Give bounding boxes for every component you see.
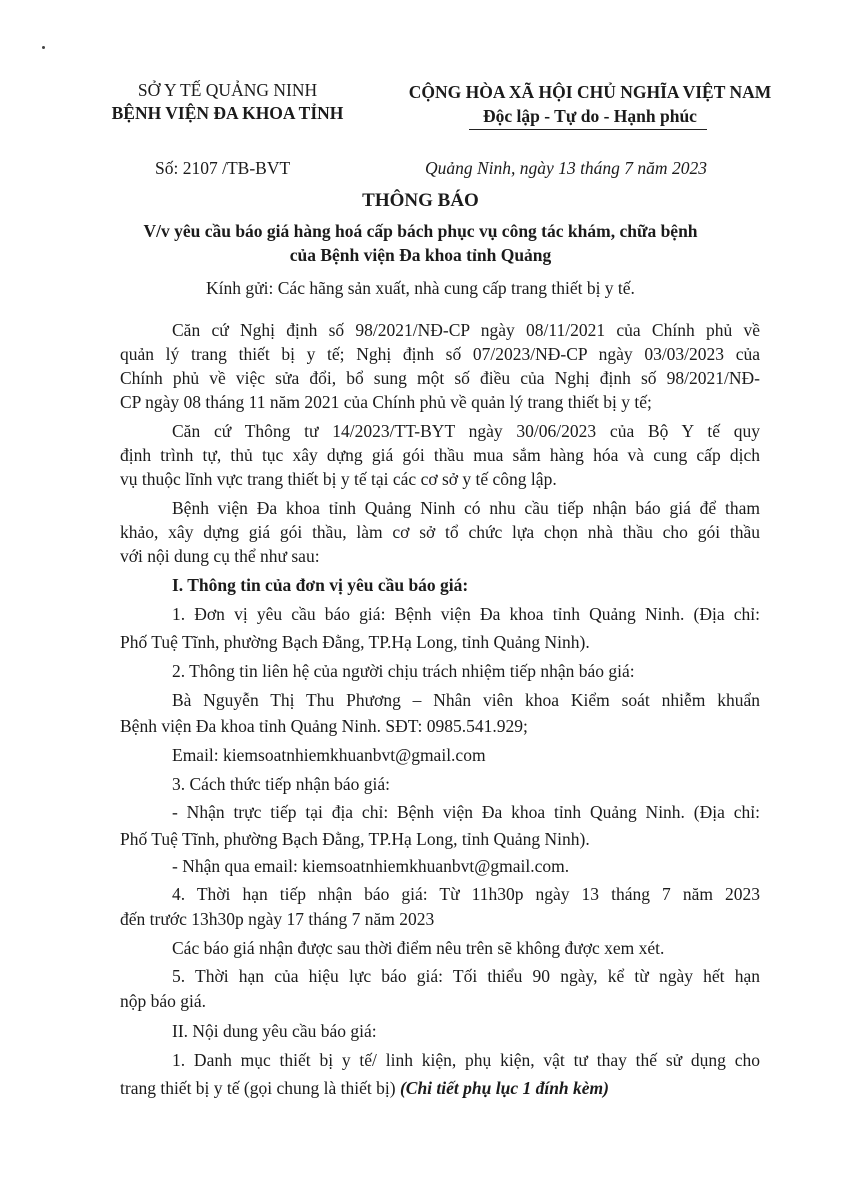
para2-line2: định trình tự, thủ tục xây dựng giá gói thầu mua sắm hàng hóa và cung cấp dịch	[120, 445, 760, 465]
scan-speck	[42, 46, 45, 49]
national-motto: Độc lập - Tự do - Hạnh phúc	[483, 106, 697, 126]
s1-item5-line2: nộp báo giá.	[120, 991, 207, 1011]
recipient-line: Kính gửi: Các hãng sản xuất, nhà cung cấp trang thiết bị y tế.	[206, 278, 635, 298]
s2-item1-line1: 1. Danh mục thiết bị y tế/ linh kiện, phụ kiện, vật tư thay thế sử dụng cho	[172, 1050, 760, 1070]
subject-line-1: V/v yêu cầu báo giá hàng hoá cấp bách phục vụ công tác khám, chữa bệnh	[143, 221, 698, 241]
section-1-heading: I. Thông tin của đơn vị yêu cầu báo giá:	[172, 575, 469, 595]
s1-item3-a-line2: Phố Tuệ Tĩnh, phường Bạch Đằng, TP.Hạ Long, tỉnh Quảng Ninh).	[120, 829, 590, 849]
s1-item3: 3. Cách thức tiếp nhận báo giá:	[172, 774, 390, 794]
para3-line1: Bệnh viện Đa khoa tỉnh Quảng Ninh có nhu cầu tiếp nhận báo giá để tham	[172, 498, 760, 518]
para1-line2: quản lý trang thiết bị y tế; Nghị định số 07/2023/NĐ-CP ngày 03/03/2023 của	[120, 344, 760, 364]
s2-item1-line2: trang thiết bị y tế (gọi chung là thiết bị)	[120, 1078, 396, 1098]
para1-line1: Căn cứ Nghị định số 98/2021/NĐ-CP ngày 08/11/2021 của Chính phủ về	[172, 320, 760, 340]
section-2-heading: II. Nội dung yêu cầu báo giá:	[172, 1021, 377, 1041]
para2-line3: vụ thuộc lĩnh vực trang thiết bị y tế tại các cơ sở y tế công lập.	[120, 469, 557, 489]
motto-underline	[469, 129, 707, 130]
s1-item5-line1: 5. Thời hạn của hiệu lực báo giá: Tối thiểu 90 ngày, kể từ ngày hết hạn	[172, 966, 760, 986]
para3-line2: khảo, xây dựng giá gói thầu, làm cơ sở tổ chức lựa chọn nhà thầu cho gói thầu	[120, 522, 760, 542]
hospital-name: BỆNH VIỆN ĐA KHOA TỈNH	[111, 103, 344, 123]
s1-item1-line1: 1. Đơn vị yêu cầu báo giá: Bệnh viện Đa khoa tỉnh Quảng Ninh. (Địa chỉ:	[172, 604, 760, 624]
agency-name: SỞ Y TẾ QUẢNG NINH	[137, 80, 318, 100]
s1-item4-note: Các báo giá nhận được sau thời điểm nêu trên sẽ không được xem xét.	[172, 938, 665, 958]
para2-line1: Căn cứ Thông tư 14/2023/TT-BYT ngày 30/06/2023 của Bộ Y tế quy	[172, 421, 760, 441]
s1-item4-line2: đến trước 13h30p ngày 17 tháng 7 năm 2023	[120, 909, 435, 929]
s1-item2: 2. Thông tin liên hệ của người chịu trách nhiệm tiếp nhận báo giá:	[172, 661, 635, 681]
document-number: Số: 2107 /TB-BVT	[155, 158, 291, 178]
s1-item2-contact-line2: Bệnh viện Đa khoa tỉnh Quảng Ninh. SĐT: 0985.541.929;	[120, 716, 528, 736]
s1-item4-line1: 4. Thời hạn tiếp nhận báo giá: Từ 11h30p ngày 13 tháng 7 năm 2023	[172, 884, 760, 904]
s1-item3-b: - Nhận qua email: kiemsoatnhiemkhuanbvt@gmail.com.	[172, 856, 570, 876]
para1-line4: CP ngày 08 tháng 11 năm 2021 của Chính phủ về quản lý trang thiết bị y tế;	[120, 392, 652, 412]
s1-item2-email: Email: kiemsoatnhiemkhuanbvt@gmail.com	[172, 745, 486, 765]
s1-item1-line2: Phố Tuệ Tĩnh, phường Bạch Đằng, TP.Hạ Long, tỉnh Quảng Ninh).	[120, 632, 590, 652]
para3-line3: với nội dung cụ thể như sau:	[120, 546, 320, 566]
s1-item3-a-line1: - Nhận trực tiếp tại địa chỉ: Bệnh viện Đa khoa tỉnh Quảng Ninh. (Địa chỉ:	[172, 802, 760, 822]
document-date: Quảng Ninh, ngày 13 tháng 7 năm 2023	[425, 158, 707, 178]
subject-line-2: của Bệnh viện Đa khoa tỉnh Quảng	[289, 245, 552, 265]
s2-item1-attachment-note: (Chi tiết phụ lục 1 đính kèm)	[399, 1078, 609, 1098]
s1-item2-contact-line1: Bà Nguyễn Thị Thu Phương – Nhân viên khoa Kiểm soát nhiễm khuẩn	[172, 690, 760, 710]
document-title: THÔNG BÁO	[362, 190, 479, 211]
national-title: CỘNG HÒA XÃ HỘI CHỦ NGHĨA VIỆT NAM	[408, 82, 772, 102]
para1-line3: Chính phủ về việc sửa đổi, bổ sung một số điều của Nghị định số 98/2021/NĐ-	[120, 368, 760, 388]
